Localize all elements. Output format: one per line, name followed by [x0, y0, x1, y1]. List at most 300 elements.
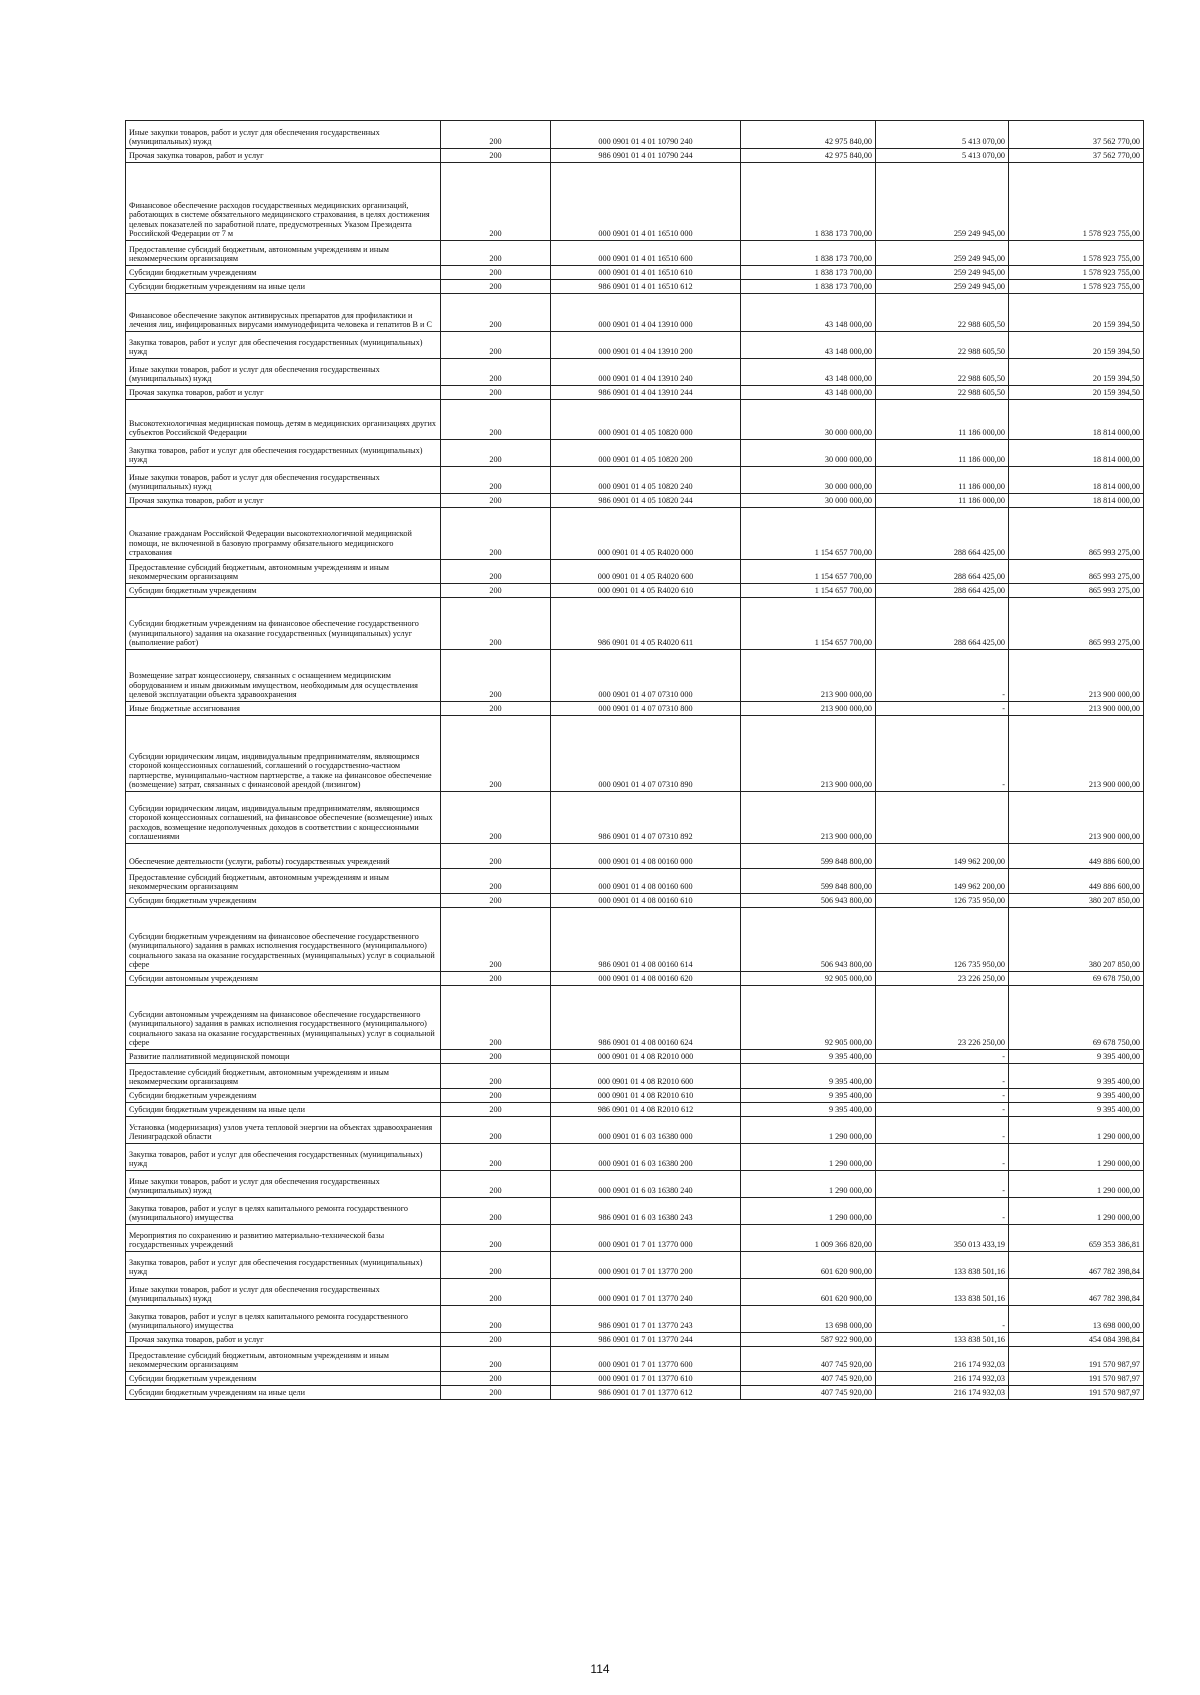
row-unexecuted-amount: 449 886 600,00 [1009, 869, 1144, 894]
row-name: Закупка товаров, работ и услуг в целях капитального ремонта государственного (муниципального) имущества [126, 1198, 441, 1225]
row-approved-amount: 42 975 840,00 [741, 121, 876, 149]
row-unexecuted-amount: 191 570 987,97 [1009, 1347, 1144, 1372]
row-executed-amount: 22 988 605,50 [876, 386, 1009, 400]
row-approved-amount: 43 148 000,00 [741, 294, 876, 332]
row-executed-amount: - [876, 1306, 1009, 1333]
row-executed-amount: - [876, 1064, 1009, 1089]
row-unexecuted-amount: 20 159 394,50 [1009, 386, 1144, 400]
row-unexecuted-amount: 9 395 400,00 [1009, 1050, 1144, 1064]
table-row [126, 598, 1144, 650]
row-name: Предоставление субсидий бюджетным, автономным учреждениям и иным некоммерческим организациям [126, 560, 441, 584]
row-executed-amount: 216 174 932,03 [876, 1386, 1009, 1400]
row-line-code: 200 [441, 702, 551, 716]
row-executed-amount: 149 962 200,00 [876, 844, 1009, 869]
row-unexecuted-amount: 37 562 770,00 [1009, 121, 1144, 149]
row-unexecuted-amount: 191 570 987,97 [1009, 1372, 1144, 1386]
row-approved-amount: 599 848 800,00 [741, 869, 876, 894]
table-row [126, 1347, 1144, 1372]
row-budget-classification-code: 000 0901 01 4 01 16510 610 [551, 266, 741, 280]
row-executed-amount: - [876, 1089, 1009, 1103]
table-row [126, 584, 1144, 598]
row-approved-amount: 601 620 900,00 [741, 1252, 876, 1279]
row-name: Оказание гражданам Российской Федерации высокотехнологичной медицинской помощи, не включенной в базовую программу обязательного медицинского страхования [126, 508, 441, 560]
row-name: Субсидии автономным учреждениям [126, 972, 441, 986]
row-line-code: 200 [441, 1103, 551, 1117]
table-row [126, 508, 1144, 560]
row-unexecuted-amount: 1 578 923 755,00 [1009, 266, 1144, 280]
row-unexecuted-amount: 191 570 987,97 [1009, 1386, 1144, 1400]
row-line-code: 200 [441, 266, 551, 280]
row-approved-amount: 30 000 000,00 [741, 494, 876, 508]
row-approved-amount: 92 905 000,00 [741, 972, 876, 986]
table-row [126, 1333, 1144, 1347]
row-budget-classification-code: 986 0901 01 7 01 13770 612 [551, 1386, 741, 1400]
row-unexecuted-amount: 865 993 275,00 [1009, 560, 1144, 584]
row-approved-amount: 42 975 840,00 [741, 149, 876, 163]
row-budget-classification-code: 000 0901 01 4 08 00160 600 [551, 869, 741, 894]
row-name: Прочая закупка товаров, работ и услуг [126, 149, 441, 163]
row-executed-amount: 288 664 425,00 [876, 560, 1009, 584]
row-executed-amount: 126 735 950,00 [876, 908, 1009, 972]
row-line-code: 200 [441, 1171, 551, 1198]
row-name: Высокотехнологичная медицинская помощь детям в медицинских организациях других субъектов Российской Федерации [126, 400, 441, 440]
row-executed-amount: - [876, 1117, 1009, 1144]
row-name: Иные бюджетные ассигнования [126, 702, 441, 716]
row-unexecuted-amount: 380 207 850,00 [1009, 894, 1144, 908]
row-executed-amount: 350 013 433,19 [876, 1225, 1009, 1252]
table-row [126, 1144, 1144, 1171]
table-row [126, 1386, 1144, 1400]
row-approved-amount: 213 900 000,00 [741, 650, 876, 702]
row-approved-amount: 587 922 900,00 [741, 1333, 876, 1347]
row-unexecuted-amount: 20 159 394,50 [1009, 294, 1144, 332]
table-row [126, 1117, 1144, 1144]
row-budget-classification-code: 000 0901 01 4 08 00160 620 [551, 972, 741, 986]
row-name: Обеспечение деятельности (услуги, работы) государственных учреждений [126, 844, 441, 869]
row-name: Предоставление субсидий бюджетным, автономным учреждениям и иным некоммерческим организациям [126, 1064, 441, 1089]
row-line-code: 200 [441, 1333, 551, 1347]
row-unexecuted-amount: 9 395 400,00 [1009, 1103, 1144, 1117]
row-line-code: 200 [441, 869, 551, 894]
row-executed-amount: 259 249 945,00 [876, 280, 1009, 294]
row-unexecuted-amount: 1 290 000,00 [1009, 1171, 1144, 1198]
row-approved-amount: 1 290 000,00 [741, 1117, 876, 1144]
table-row [126, 494, 1144, 508]
table-row [126, 986, 1144, 1050]
row-budget-classification-code: 986 0901 01 4 01 10790 244 [551, 149, 741, 163]
budget-table-body [126, 121, 1144, 1400]
row-unexecuted-amount: 69 678 750,00 [1009, 972, 1144, 986]
row-name: Иные закупки товаров, работ и услуг для обеспечения государственных (муниципальных) нужд [126, 121, 441, 149]
row-name: Мероприятия по сохранению и развитию материально-технической базы государственных учреждений [126, 1225, 441, 1252]
row-executed-amount: 23 226 250,00 [876, 986, 1009, 1050]
row-budget-classification-code: 000 0901 01 4 07 07310 800 [551, 702, 741, 716]
table-row [126, 400, 1144, 440]
row-budget-classification-code: 000 0901 01 7 01 13770 600 [551, 1347, 741, 1372]
row-unexecuted-amount: 213 900 000,00 [1009, 792, 1144, 844]
row-approved-amount: 1 154 657 700,00 [741, 584, 876, 598]
row-budget-classification-code: 000 0901 01 4 08 R2010 600 [551, 1064, 741, 1089]
row-budget-classification-code: 000 0901 01 4 07 07310 000 [551, 650, 741, 702]
row-name: Субсидии бюджетным учреждениям на иные цели [126, 280, 441, 294]
table-row [126, 280, 1144, 294]
row-unexecuted-amount: 213 900 000,00 [1009, 650, 1144, 702]
row-budget-classification-code: 000 0901 01 4 04 13910 240 [551, 359, 741, 386]
row-executed-amount: 11 186 000,00 [876, 400, 1009, 440]
row-name: Прочая закупка товаров, работ и услуг [126, 386, 441, 400]
table-row [126, 359, 1144, 386]
row-line-code: 200 [441, 149, 551, 163]
row-line-code: 200 [441, 1386, 551, 1400]
row-line-code: 200 [441, 494, 551, 508]
row-executed-amount: 216 174 932,03 [876, 1372, 1009, 1386]
row-approved-amount: 1 838 173 700,00 [741, 266, 876, 280]
table-row [126, 716, 1144, 792]
table-row [126, 149, 1144, 163]
row-budget-classification-code: 986 0901 01 4 08 R2010 612 [551, 1103, 741, 1117]
row-line-code: 200 [441, 1064, 551, 1089]
row-budget-classification-code: 000 0901 01 7 01 13770 200 [551, 1252, 741, 1279]
row-budget-classification-code: 000 0901 01 6 03 16380 000 [551, 1117, 741, 1144]
row-budget-classification-code: 000 0901 01 4 08 00160 000 [551, 844, 741, 869]
row-name: Прочая закупка товаров, работ и услуг [126, 494, 441, 508]
row-executed-amount: - [876, 1171, 1009, 1198]
row-budget-classification-code: 000 0901 01 4 05 10820 000 [551, 400, 741, 440]
budget-report-sheet [125, 120, 1143, 1400]
row-name: Субсидии автономным учреждениям на финансовое обеспечение государственного (муниципального) задания в рамках исполнения государственного (муниципального) социального заказа на оказание государственных (муниципальных) услуг в социальной сфере [126, 986, 441, 1050]
row-executed-amount: - [876, 1050, 1009, 1064]
row-executed-amount: 149 962 200,00 [876, 869, 1009, 894]
row-line-code: 200 [441, 1279, 551, 1306]
row-name: Закупка товаров, работ и услуг для обеспечения государственных (муниципальных) нужд [126, 332, 441, 359]
row-executed-amount: 259 249 945,00 [876, 266, 1009, 280]
row-line-code: 200 [441, 359, 551, 386]
row-line-code: 200 [441, 440, 551, 467]
row-approved-amount: 213 900 000,00 [741, 702, 876, 716]
row-name: Установка (модернизация) узлов учета тепловой энергии на объектах здравоохранения Ленинградской области [126, 1117, 441, 1144]
row-approved-amount: 599 848 800,00 [741, 844, 876, 869]
row-unexecuted-amount: 13 698 000,00 [1009, 1306, 1144, 1333]
row-budget-classification-code: 000 0901 01 4 01 10790 240 [551, 121, 741, 149]
row-executed-amount: 5 413 070,00 [876, 121, 1009, 149]
row-name: Финансовое обеспечение закупок антивирусных препаратов для профилактики и лечения лиц, инфицированных вирусами иммунодефицита человека и гепатитов В и С [126, 294, 441, 332]
row-line-code: 200 [441, 1225, 551, 1252]
row-line-code: 200 [441, 1089, 551, 1103]
table-row [126, 908, 1144, 972]
row-line-code: 200 [441, 650, 551, 702]
row-line-code: 200 [441, 163, 551, 241]
row-unexecuted-amount: 1 578 923 755,00 [1009, 241, 1144, 266]
row-executed-amount: 133 838 501,16 [876, 1279, 1009, 1306]
row-unexecuted-amount: 865 993 275,00 [1009, 508, 1144, 560]
row-line-code: 200 [441, 241, 551, 266]
row-line-code: 200 [441, 986, 551, 1050]
row-line-code: 200 [441, 467, 551, 494]
table-row [126, 972, 1144, 986]
row-approved-amount: 407 745 920,00 [741, 1386, 876, 1400]
row-line-code: 200 [441, 844, 551, 869]
row-unexecuted-amount: 9 395 400,00 [1009, 1064, 1144, 1089]
table-row [126, 332, 1144, 359]
table-row [126, 1171, 1144, 1198]
row-executed-amount: 288 664 425,00 [876, 508, 1009, 560]
table-row [126, 844, 1144, 869]
row-approved-amount: 43 148 000,00 [741, 332, 876, 359]
row-line-code: 200 [441, 716, 551, 792]
row-budget-classification-code: 000 0901 01 4 07 07310 890 [551, 716, 741, 792]
row-executed-amount: 259 249 945,00 [876, 163, 1009, 241]
row-line-code: 200 [441, 560, 551, 584]
row-approved-amount: 9 395 400,00 [741, 1103, 876, 1117]
row-name: Предоставление субсидий бюджетным, автономным учреждениям и иным некоммерческим организациям [126, 1347, 441, 1372]
row-unexecuted-amount: 467 782 398,84 [1009, 1252, 1144, 1279]
row-name: Иные закупки товаров, работ и услуг для обеспечения государственных (муниципальных) нужд [126, 359, 441, 386]
row-unexecuted-amount: 449 886 600,00 [1009, 844, 1144, 869]
row-executed-amount: 22 988 605,50 [876, 294, 1009, 332]
row-approved-amount: 1 838 173 700,00 [741, 280, 876, 294]
row-line-code: 200 [441, 894, 551, 908]
row-unexecuted-amount: 1 290 000,00 [1009, 1117, 1144, 1144]
row-unexecuted-amount: 380 207 850,00 [1009, 908, 1144, 972]
row-unexecuted-amount: 20 159 394,50 [1009, 332, 1144, 359]
row-executed-amount: 259 249 945,00 [876, 241, 1009, 266]
row-name: Субсидии бюджетным учреждениям [126, 1372, 441, 1386]
row-line-code: 200 [441, 1252, 551, 1279]
row-budget-classification-code: 000 0901 01 7 01 13770 610 [551, 1372, 741, 1386]
row-unexecuted-amount: 18 814 000,00 [1009, 440, 1144, 467]
table-row [126, 1252, 1144, 1279]
row-line-code: 200 [441, 294, 551, 332]
row-line-code: 200 [441, 1372, 551, 1386]
row-approved-amount: 506 943 800,00 [741, 894, 876, 908]
row-unexecuted-amount: 213 900 000,00 [1009, 702, 1144, 716]
row-line-code: 200 [441, 1117, 551, 1144]
row-line-code: 200 [441, 598, 551, 650]
row-name: Развитие паллиативной медицинской помощи [126, 1050, 441, 1064]
row-unexecuted-amount: 20 159 394,50 [1009, 359, 1144, 386]
row-budget-classification-code: 986 0901 01 4 08 00160 614 [551, 908, 741, 972]
row-name: Закупка товаров, работ и услуг для обеспечения государственных (муниципальных) нужд [126, 1144, 441, 1171]
row-budget-classification-code: 986 0901 01 4 04 13910 244 [551, 386, 741, 400]
row-budget-classification-code: 986 0901 01 7 01 13770 244 [551, 1333, 741, 1347]
row-unexecuted-amount: 1 578 923 755,00 [1009, 163, 1144, 241]
row-budget-classification-code: 986 0901 01 4 05 R4020 611 [551, 598, 741, 650]
row-approved-amount: 1 154 657 700,00 [741, 508, 876, 560]
row-name: Субсидии бюджетным учреждениям на иные цели [126, 1386, 441, 1400]
row-name: Субсидии бюджетным учреждениям на финансовое обеспечение государственного (муниципального) задания на оказание государственных (муниципальных) услуг (выполнение работ) [126, 598, 441, 650]
row-executed-amount: - [876, 702, 1009, 716]
row-approved-amount: 43 148 000,00 [741, 386, 876, 400]
row-name: Возмещение затрат концессионеру, связанных с оснащением медицинским оборудованием и иным движимым имуществом, необходимым для осуществления целевой эксплуатации объекта здравоохранения [126, 650, 441, 702]
row-approved-amount: 30 000 000,00 [741, 467, 876, 494]
row-line-code: 200 [441, 332, 551, 359]
row-name: Предоставление субсидий бюджетным, автономным учреждениям и иным некоммерческим организациям [126, 869, 441, 894]
row-approved-amount: 1 009 366 820,00 [741, 1225, 876, 1252]
row-approved-amount: 13 698 000,00 [741, 1306, 876, 1333]
row-executed-amount: 11 186 000,00 [876, 467, 1009, 494]
row-name: Иные закупки товаров, работ и услуг для обеспечения государственных (муниципальных) нужд [126, 1171, 441, 1198]
row-executed-amount: 216 174 932,03 [876, 1347, 1009, 1372]
row-executed-amount: 126 735 950,00 [876, 894, 1009, 908]
row-approved-amount: 1 154 657 700,00 [741, 560, 876, 584]
row-approved-amount: 407 745 920,00 [741, 1372, 876, 1386]
row-budget-classification-code: 000 0901 01 4 05 R4020 600 [551, 560, 741, 584]
row-line-code: 200 [441, 908, 551, 972]
row-unexecuted-amount: 9 395 400,00 [1009, 1089, 1144, 1103]
table-row [126, 894, 1144, 908]
table-row [126, 1198, 1144, 1225]
row-line-code: 200 [441, 121, 551, 149]
row-line-code: 200 [441, 280, 551, 294]
row-executed-amount: 133 838 501,16 [876, 1252, 1009, 1279]
row-budget-classification-code: 000 0901 01 4 05 R4020 610 [551, 584, 741, 598]
row-name: Закупка товаров, работ и услуг для обеспечения государственных (муниципальных) нужд [126, 1252, 441, 1279]
row-unexecuted-amount: 1 290 000,00 [1009, 1198, 1144, 1225]
row-budget-classification-code: 000 0901 01 4 04 13910 200 [551, 332, 741, 359]
row-name: Субсидии юридическим лицам, индивидуальным предпринимателям, являющимся стороной концессионных соглашений, соглашений о государственно-частном партнерстве, муниципально-частном партнерстве, а также на финансовое обеспечение (возмещение) затрат, связанных с финансовой арендой (лизингом) [126, 716, 441, 792]
row-budget-classification-code: 986 0901 01 4 07 07310 892 [551, 792, 741, 844]
row-approved-amount: 43 148 000,00 [741, 359, 876, 386]
row-name: Субсидии бюджетным учреждениям [126, 266, 441, 280]
row-budget-classification-code: 000 0901 01 4 01 16510 000 [551, 163, 741, 241]
row-name: Закупка товаров, работ и услуг для обеспечения государственных (муниципальных) нужд [126, 440, 441, 467]
row-approved-amount: 30 000 000,00 [741, 440, 876, 467]
row-budget-classification-code: 000 0901 01 6 03 16380 240 [551, 1171, 741, 1198]
row-unexecuted-amount: 1 578 923 755,00 [1009, 280, 1144, 294]
table-row [126, 294, 1144, 332]
row-budget-classification-code: 986 0901 01 4 08 00160 624 [551, 986, 741, 1050]
row-unexecuted-amount: 18 814 000,00 [1009, 494, 1144, 508]
row-line-code: 200 [441, 1306, 551, 1333]
row-budget-classification-code: 000 0901 01 4 08 R2010 610 [551, 1089, 741, 1103]
table-row [126, 121, 1144, 149]
row-approved-amount: 1 154 657 700,00 [741, 598, 876, 650]
table-row [126, 650, 1144, 702]
row-unexecuted-amount: 659 353 386,81 [1009, 1225, 1144, 1252]
row-unexecuted-amount: 1 290 000,00 [1009, 1144, 1144, 1171]
row-name: Иные закупки товаров, работ и услуг для обеспечения государственных (муниципальных) нужд [126, 1279, 441, 1306]
row-line-code: 200 [441, 1198, 551, 1225]
row-approved-amount: 1 290 000,00 [741, 1144, 876, 1171]
row-name: Предоставление субсидий бюджетным, автономным учреждениям и иным некоммерческим организациям [126, 241, 441, 266]
row-budget-classification-code: 000 0901 01 4 05 R4020 000 [551, 508, 741, 560]
row-line-code: 200 [441, 1050, 551, 1064]
row-name: Финансовое обеспечение расходов государственных медицинских организаций, работающих в системе обязательного медицинского страхования, в целях достижения целевых показателей по заработной плате, предусмотренных Указом Президента Российской Федерации от 7 м [126, 163, 441, 241]
row-unexecuted-amount: 18 814 000,00 [1009, 400, 1144, 440]
table-row [126, 266, 1144, 280]
row-executed-amount: 288 664 425,00 [876, 584, 1009, 598]
row-executed-amount: - [876, 1144, 1009, 1171]
budget-execution-table [125, 120, 1144, 1400]
table-row [126, 792, 1144, 844]
row-executed-amount: 22 988 605,50 [876, 359, 1009, 386]
row-budget-classification-code: 000 0901 01 4 04 13910 000 [551, 294, 741, 332]
row-unexecuted-amount: 18 814 000,00 [1009, 467, 1144, 494]
row-approved-amount: 1 290 000,00 [741, 1171, 876, 1198]
row-budget-classification-code: 986 0901 01 7 01 13770 243 [551, 1306, 741, 1333]
row-unexecuted-amount: 467 782 398,84 [1009, 1279, 1144, 1306]
row-budget-classification-code: 000 0901 01 6 03 16380 200 [551, 1144, 741, 1171]
table-row [126, 1103, 1144, 1117]
row-name: Прочая закупка товаров, работ и услуг [126, 1333, 441, 1347]
row-executed-amount: 11 186 000,00 [876, 440, 1009, 467]
row-name: Субсидии бюджетным учреждениям на финансовое обеспечение государственного (муниципального) задания в рамках исполнения государственного (муниципального) социального заказа на оказание государственных (муниципальных) услуг в социальной сфере [126, 908, 441, 972]
row-budget-classification-code: 000 0901 01 7 01 13770 000 [551, 1225, 741, 1252]
row-executed-amount: 133 838 501,16 [876, 1333, 1009, 1347]
row-approved-amount: 9 395 400,00 [741, 1050, 876, 1064]
table-row [126, 1279, 1144, 1306]
row-executed-amount: - [876, 716, 1009, 792]
table-row [126, 869, 1144, 894]
row-budget-classification-code: 986 0901 01 4 05 10820 244 [551, 494, 741, 508]
row-executed-amount: - [876, 1103, 1009, 1117]
row-executed-amount: 11 186 000,00 [876, 494, 1009, 508]
row-name: Субсидии юридическим лицам, индивидуальным предпринимателям, являющимся стороной концессионных соглашений, на финансовое обеспечение (возмещение) иных расходов, возмещение недополученных доходов в соответствии с концессионными соглашениями [126, 792, 441, 844]
row-budget-classification-code: 000 0901 01 4 05 10820 200 [551, 440, 741, 467]
row-budget-classification-code: 986 0901 01 4 01 16510 612 [551, 280, 741, 294]
row-name: Субсидии бюджетным учреждениям [126, 584, 441, 598]
table-row [126, 1306, 1144, 1333]
row-executed-amount [876, 792, 1009, 844]
row-budget-classification-code: 000 0901 01 4 01 16510 600 [551, 241, 741, 266]
row-name: Субсидии бюджетным учреждениям на иные цели [126, 1103, 441, 1117]
row-approved-amount: 92 905 000,00 [741, 986, 876, 1050]
row-unexecuted-amount: 454 084 398,84 [1009, 1333, 1144, 1347]
row-unexecuted-amount: 69 678 750,00 [1009, 986, 1144, 1050]
table-row [126, 467, 1144, 494]
row-unexecuted-amount: 37 562 770,00 [1009, 149, 1144, 163]
row-approved-amount: 506 943 800,00 [741, 908, 876, 972]
row-approved-amount: 213 900 000,00 [741, 716, 876, 792]
table-row [126, 241, 1144, 266]
table-row [126, 1050, 1144, 1064]
row-executed-amount: 288 664 425,00 [876, 598, 1009, 650]
row-budget-classification-code: 000 0901 01 4 08 R2010 000 [551, 1050, 741, 1064]
table-row [126, 560, 1144, 584]
row-line-code: 200 [441, 1144, 551, 1171]
row-budget-classification-code: 986 0901 01 6 03 16380 243 [551, 1198, 741, 1225]
row-approved-amount: 213 900 000,00 [741, 792, 876, 844]
row-name: Иные закупки товаров, работ и услуг для обеспечения государственных (муниципальных) нужд [126, 467, 441, 494]
row-line-code: 200 [441, 386, 551, 400]
row-name: Субсидии бюджетным учреждениям [126, 894, 441, 908]
table-row [126, 386, 1144, 400]
row-approved-amount: 9 395 400,00 [741, 1089, 876, 1103]
row-name: Закупка товаров, работ и услуг в целях капитального ремонта государственного (муниципального) имущества [126, 1306, 441, 1333]
row-approved-amount: 407 745 920,00 [741, 1347, 876, 1372]
row-approved-amount: 1 290 000,00 [741, 1198, 876, 1225]
row-approved-amount: 601 620 900,00 [741, 1279, 876, 1306]
row-line-code: 200 [441, 792, 551, 844]
row-executed-amount: 22 988 605,50 [876, 332, 1009, 359]
row-line-code: 200 [441, 400, 551, 440]
row-budget-classification-code: 000 0901 01 4 05 10820 240 [551, 467, 741, 494]
row-line-code: 200 [441, 508, 551, 560]
row-approved-amount: 1 838 173 700,00 [741, 241, 876, 266]
row-executed-amount: 5 413 070,00 [876, 149, 1009, 163]
table-row [126, 702, 1144, 716]
page-number: 114 [590, 1662, 610, 1676]
row-line-code: 200 [441, 1347, 551, 1372]
table-row [126, 1064, 1144, 1089]
row-approved-amount: 30 000 000,00 [741, 400, 876, 440]
row-executed-amount: 23 226 250,00 [876, 972, 1009, 986]
row-executed-amount: - [876, 1198, 1009, 1225]
row-budget-classification-code: 000 0901 01 4 08 00160 610 [551, 894, 741, 908]
row-approved-amount: 9 395 400,00 [741, 1064, 876, 1089]
row-executed-amount: - [876, 650, 1009, 702]
table-row [126, 440, 1144, 467]
